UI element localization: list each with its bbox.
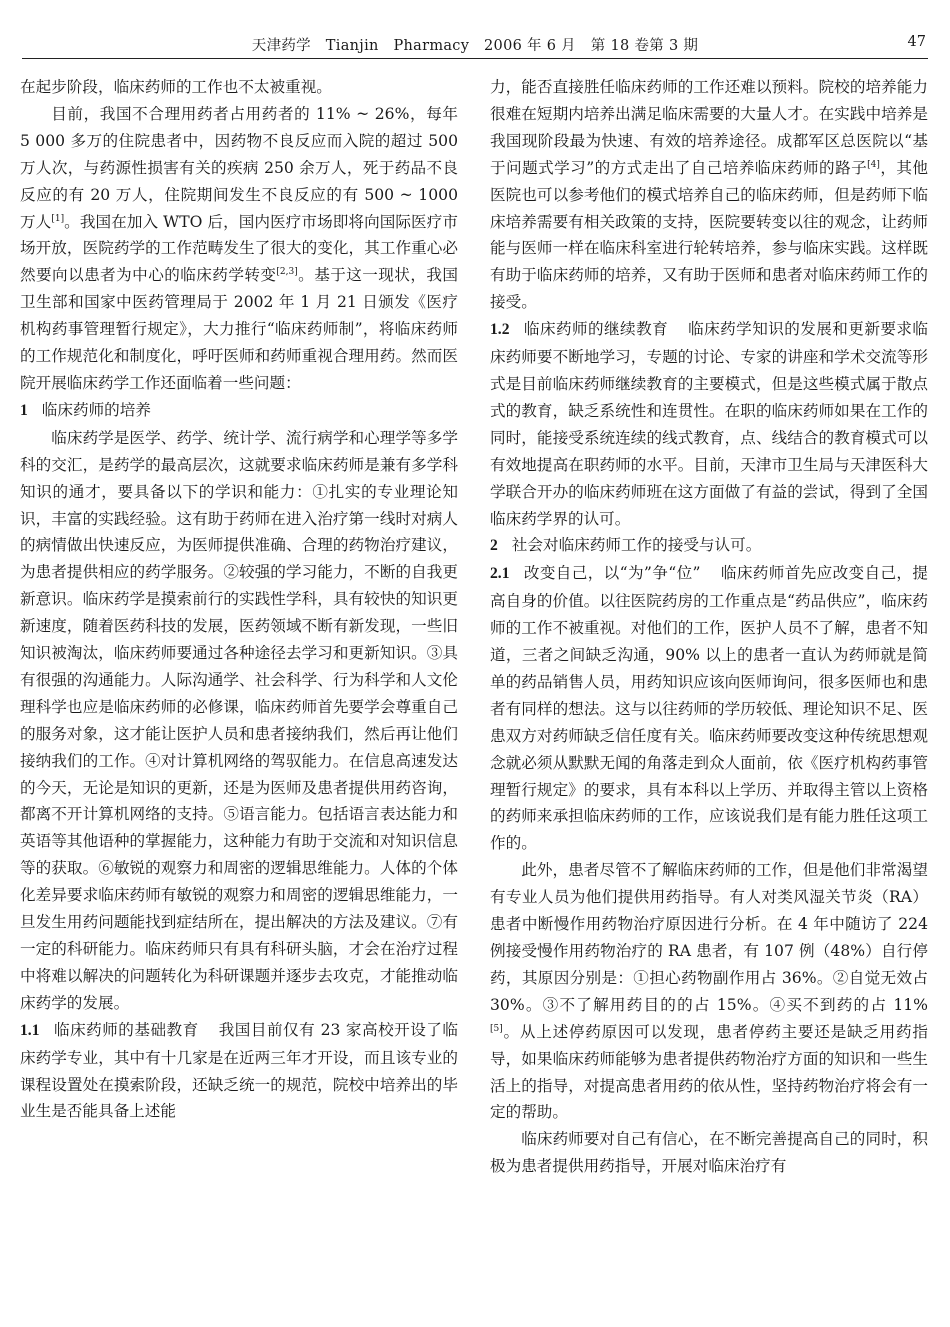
running-header	[22, 34, 928, 59]
paragraph: 临床药学是医学、药学、统计学、流行病学和心理学等多学科的交汇，是药学的最高层次，这就要求临床药师是兼有多学科知识的通才，要具备以下的学识和能力：①扎实的专业理论知识，丰富的实践经验。这有助于药师在进入治疗第一线时对病人的病情做出快速反应，为医师提供准确、合理的药物治疗建议，为患者提供相应的药学服务。②较强的学习能力，不断的自我更新意识。临床药学是摸索前行的实践性学科，具有较快的知识更新速度，随着医药科技的发展，医药领域不断有新发现，一些旧知识被淘汰，临床药师要通过各种途径去学习和更新知识。③具有很强的沟通能力。人际沟通学、社会科学、行为科学和人文伦理科学也应是临床药师的必修课，临床药师首先要学会尊重自己的服务对象，这才能让医护人员和患者接纳我们，然后再让他们接纳我们的工作。④对计算机网络的驾驭能力。在信息高速发达的今天，无论是知识的更新，还是为医师及患者提供用药咨询，都离不开计算机网络的支持。⑤语言能力。包括语言表达能力和英语等其他语种的掌握能力，这种能力有助于交流和对知识信息等的获取。⑥敏锐的观察力和周密的逻辑思维能力。人体的个体化差异要求临床药师有敏锐的观察力和周密的逻辑思维能力，一旦发生用药问题能找到症结所在，提出解决的方法及建议。⑦有一定的科研能力。临床药师只有具有科研头脑，才会在治疗过程中将难以解决的问题转化为科研课题并逐步去攻克，才能推动临床药学的发展。	[20, 428, 458, 1012]
paragraph: 目前，我国不合理用药者占用药者的 11% ~ 26%，每年 5 000 多万的住院患者中，因药物不良反应而入院的超过 500 万人次，与药源性损害有关的疾病 250 余万人，死于药品不良反应的有 20 万人，住院期间发生不良反应的有 500 ~ 1000 万人[1]。我国在加入 WTO 后，国内医疗市场即将向国际医疗市场开放，医院药学的工作范畴发生了很大的变化，其工作重心必然要向以患者为中心的临床药学转变[2,3]。基于这一现状，我国卫生部和国家中医药管理局于 2002 年 1 月 21 日颁发《医疗机构药事管理暂行规定》，大力推行“临床药师制”，将临床药师的工作规范化和制度化，呼吁医师和药师重视合理用药。然而医院开展临床药学工作还面临着一些问题：	[20, 104, 458, 392]
citation: [5]	[490, 1023, 503, 1034]
citation: [4]	[867, 159, 880, 170]
citation: [2,3]	[276, 267, 298, 278]
left-column	[20, 74, 458, 1125]
paragraph: 此外，患者尽管不了解临床药师的工作，但是他们非常渴望有专业人员为他们提供用药指导。有人对类风湿关节炎（RA）患者中断慢作用药物治疗原因进行分析。在 4 年中随访了 224 例接受慢作用药物治疗的 RA 患者，有 107 例（48%）自行停药，其原因分别是：①担心药物副作用占 36%。②自觉无效占 30%。③不了解用药目的的占 15%。④买不到药的占 11%[5]。从上述停药原因可以发现，患者停药主要还是缺乏用药指导，如果临床药师能够为患者提供药物治疗方面的知识和一些生活上的指导，对提高患者用药的依从性，坚持药物治疗将会有一定的帮助。	[490, 861, 928, 1122]
paragraph: 在起步阶段，临床药师的工作也不太被重视。	[20, 78, 332, 96]
journal-title: 天津药学 Tianjin Pharmacy 2006 年 6 月 第 18 卷第 3 期	[251, 38, 699, 54]
paragraph: 临床药师要对自己有信心，在不断完善提高自己的同时，积极为患者提供用药指导，开展对临床治疗有	[490, 1130, 928, 1176]
page-number: 47	[907, 34, 926, 50]
citation: [1]	[51, 213, 65, 224]
subsection-paragraph: 1.1 临床药师的基础教育 我国目前仅有 23 家高校开设了临床药学专业，其中有十几家是在近两三年才开设，而且该专业的课程设置处在摸索阶段，还缺乏统一的规范，院校中培养出的毕业生是否能具备上述能	[20, 1020, 458, 1121]
section-heading: 1 临床药师的培养	[20, 400, 151, 419]
subsection-paragraph: 2.1 改变自己，以“为”争“位” 临床药师首先应改变自己，提高自身的价值。以往医院药房的工作重点是“药品供应”，临床药师的工作不被重视。对他们的工作，医护人员不了解，患者不知道，三者之间缺乏沟通，90% 以上的患者一直认为药师就是简单的药品销售人员，用药知识应该向医师询问，很多医师也和患者有同样的想法。这与以往药师的学历较低、理论知识不足、医患双方对药师缺乏信任度有关。临床药师要改变这种传统思想观念就必须从默默无闻的角落走到众人面前，依《医疗机构药事管理暂行规定》的要求，具有本科以上学历、并取得主管以上资格的药师来承担临床药师的工作，应该说我们是有能力胜任这项工作的。	[490, 564, 928, 853]
paragraph: 力，能否直接胜任临床药师的工作还难以预料。院校的培养能力很难在短期内培养出满足临床需要的大量人才。在实践中培养是我国现阶段最为快速、有效的培养途径。成都军区总医院以“基于问题式学习”的方式走出了自己培养临床药师的路子[4]，其他医院也可以参考他们的模式培养自己的临床药师，但是药师下临床培养需要有相关政策的支持，医院要转变以往的观念，让药师能与医师一样在临床科室进行轮转培养，参与临床实践。这样既有助于临床药师的培养，又有助于医师和患者对临床药师工作的接受。	[490, 78, 928, 312]
section-heading: 2 社会对临床药师工作的接受与认可。	[490, 536, 762, 555]
right-column	[490, 74, 928, 1180]
subsection-paragraph: 1.2 临床药师的继续教育 临床药学知识的发展和更新要求临床药师要不断地学习，专题的讨论、专家的讲座和学术交流等形式是目前临床药师继续教育的主要模式，但是这些模式属于散点式的教育，缺乏系统性和连贯性。在职的临床药师如果在工作的同时，能接受系统连续的线式教育，点、线结合的教育模式可以有效地提高在职药师的水平。目前，天津市卫生局与天津医科大学联合开办的临床药师班在这方面做了有益的尝试，得到了全国临床药学界的认可。	[490, 320, 928, 528]
